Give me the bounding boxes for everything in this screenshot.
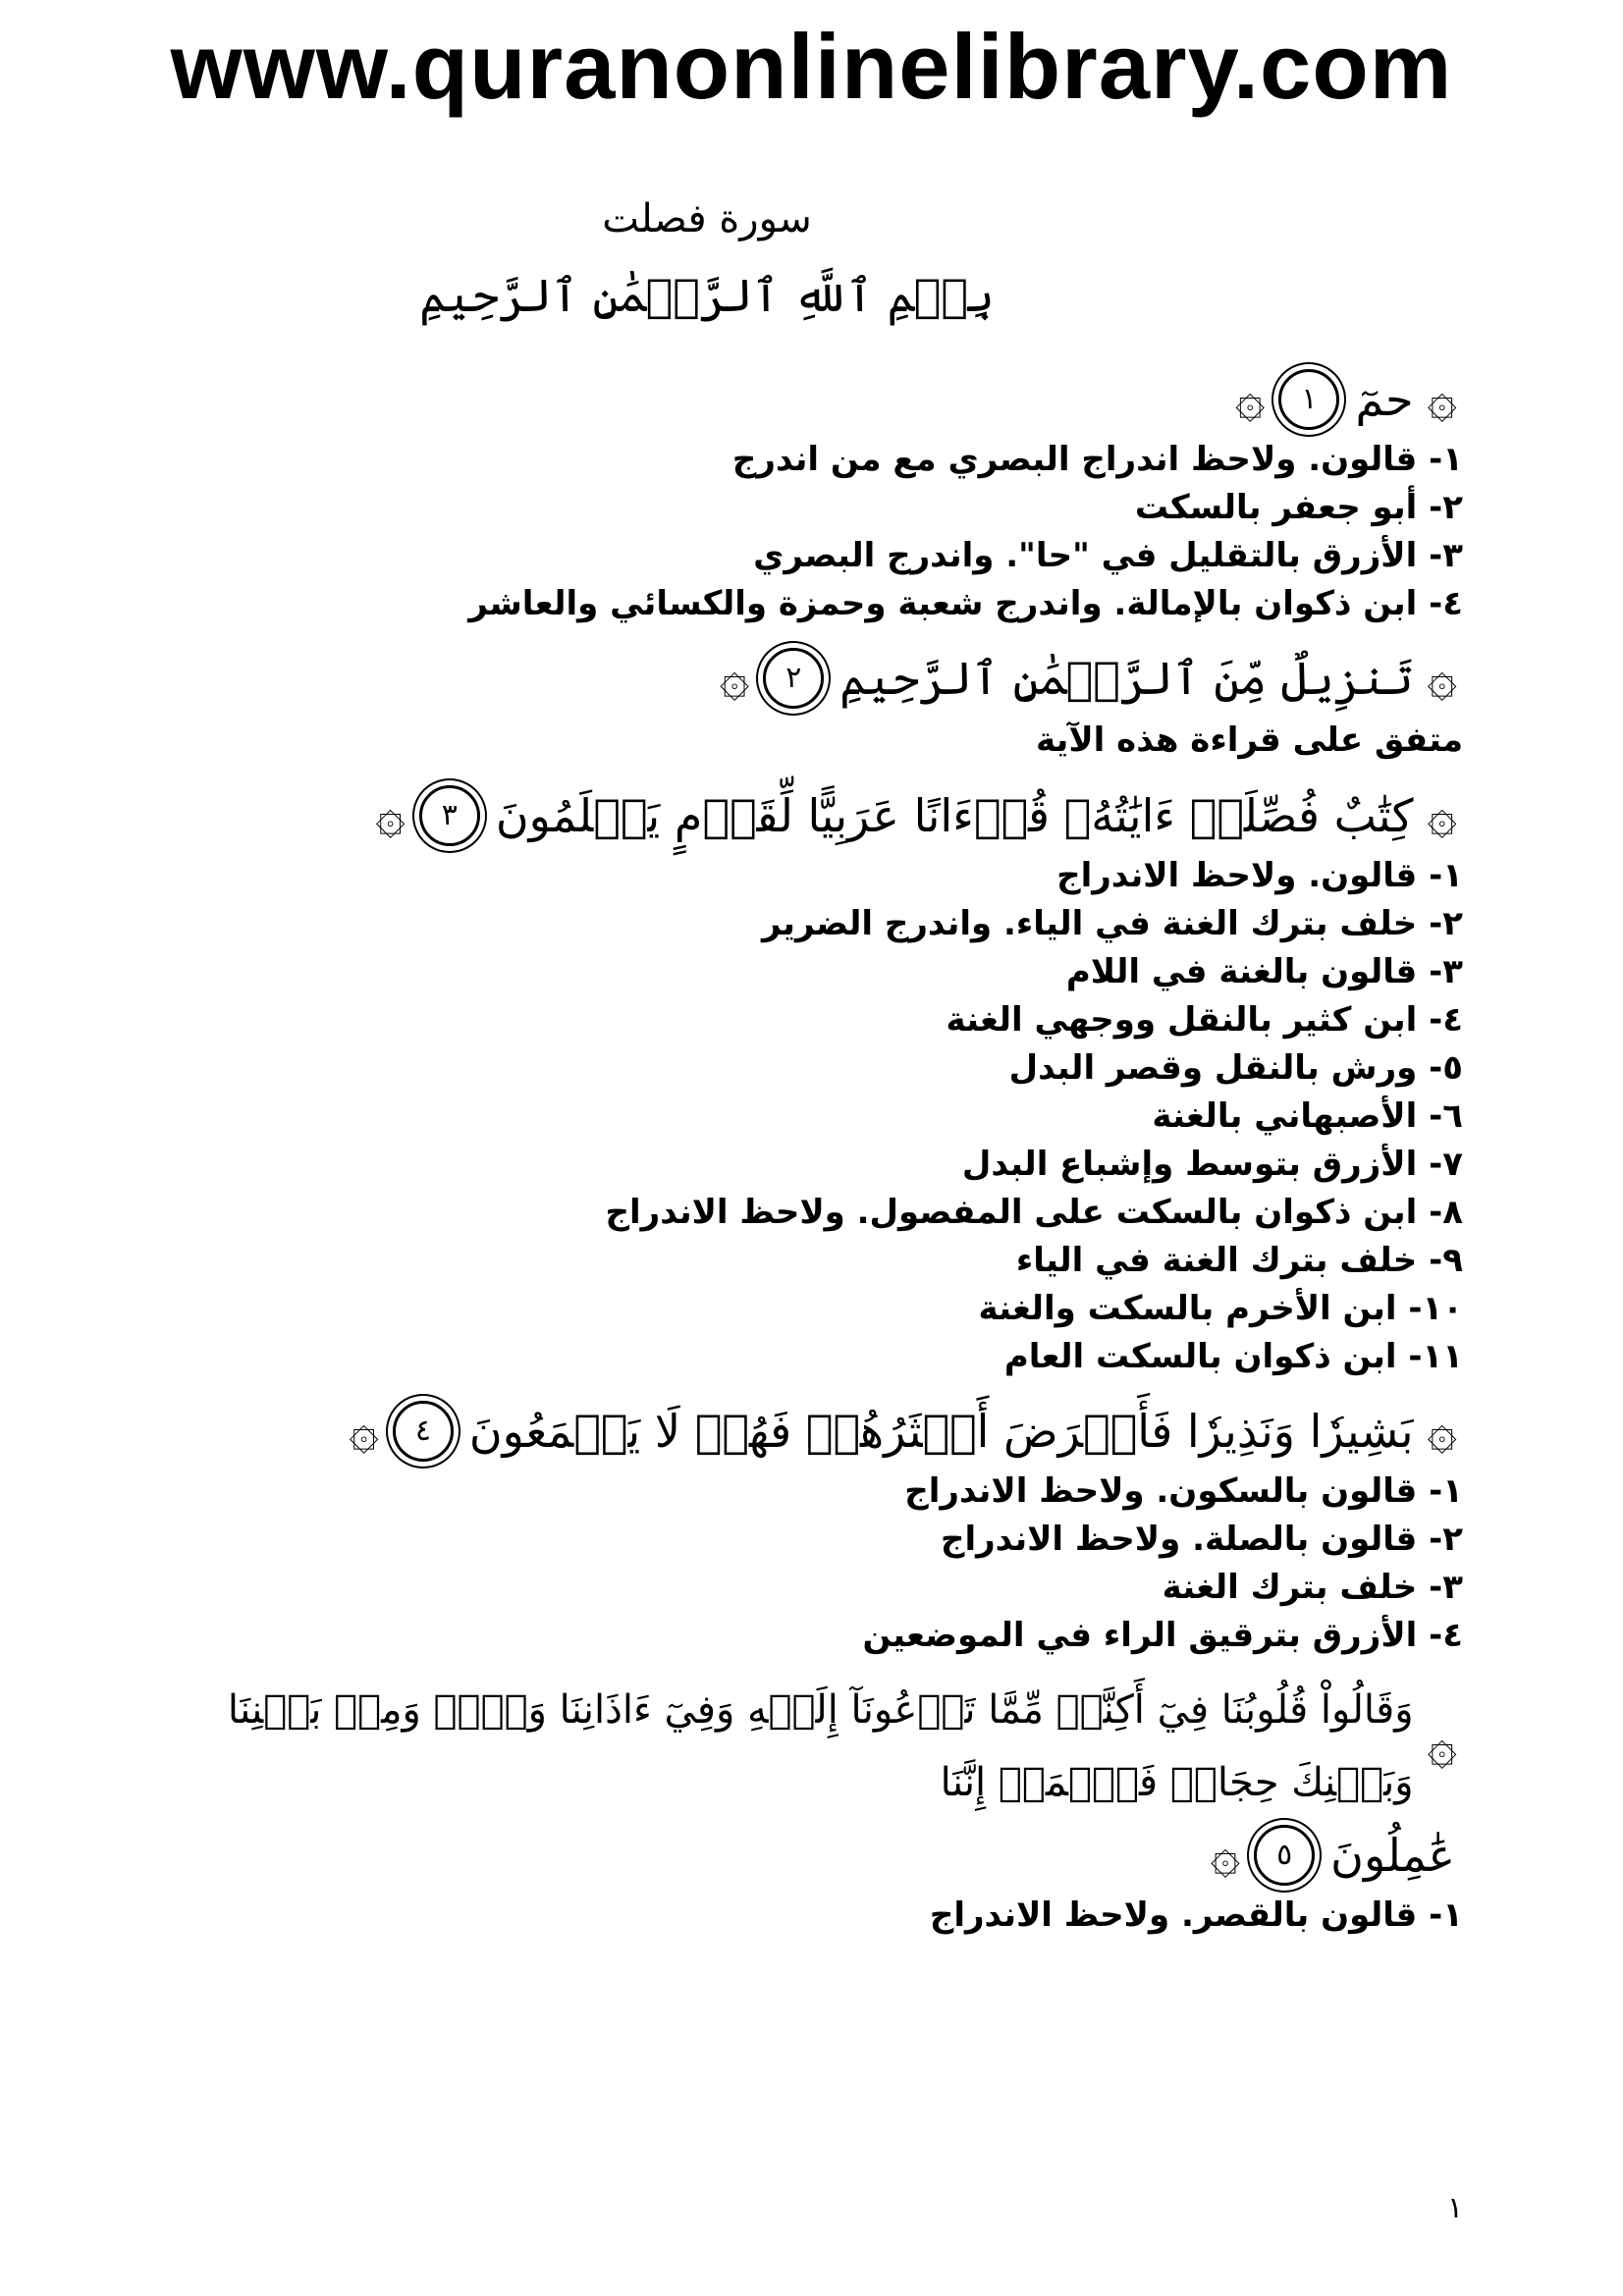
- notes-list: [98, 1892, 1463, 1940]
- note-item: ٣- خلف بترك الغنة: [1162, 1568, 1463, 1607]
- note-item: ٤- ابن كثير بالنقل ووجهي الغنة: [946, 1000, 1463, 1040]
- ayah-line: [98, 1674, 1463, 1819]
- note-item: ٦- الأصبهاني بالغنة: [1152, 1096, 1463, 1136]
- notes-list: [98, 852, 1463, 1381]
- note-item: ٢- أبو جعفر بالسكت: [1134, 488, 1463, 527]
- page-number: ١: [1447, 2191, 1464, 2225]
- note-item: ٢- خلف بترك الغنة في الياء. واندرج الضرير: [762, 904, 1463, 943]
- notes-list: [98, 1468, 1463, 1660]
- ayah-1: [98, 363, 1463, 436]
- ornament-open-icon: ۞: [1427, 786, 1457, 845]
- note-item: ٥- ورش بالنقل وقصر البدل: [1008, 1048, 1463, 1088]
- ayah-text: حمٓ: [1355, 373, 1414, 426]
- ayah-number-badge: ٣: [419, 785, 480, 846]
- note-item: ٤- الأزرق بترقيق الراء في الموضعين: [862, 1616, 1463, 1655]
- ayah-number-badge: ١: [1278, 369, 1339, 430]
- ayah-3: [98, 779, 1463, 852]
- ayah-text: بَشِيرٗا وَنَذِيرٗا فَأَعۡرَضَ أَكۡثَرُهُمۡ فَهُمۡ لَا يَسۡمَعُونَ: [468, 1405, 1414, 1458]
- note-item: ٩- خلف بترك الغنة في الياء: [1015, 1241, 1463, 1280]
- note-item: ٧- الأزرق بتوسط وإشباع البدل: [961, 1145, 1463, 1184]
- ayah-number-badge: ٢: [763, 648, 824, 709]
- ornament-close-icon: ۞: [1235, 370, 1266, 429]
- surah-title: سورة فصلت: [602, 196, 812, 241]
- agreement-note: متفق على قراءة هذه الآية: [1035, 721, 1463, 760]
- note-item: ٤- ابن ذكوان بالإمالة. واندرج شعبة وحمزة والكسائي والعاشر: [468, 584, 1463, 623]
- note-item: ٣- الأزرق بالتقليل في "حا". واندرج البصري: [753, 536, 1463, 575]
- notes-list: [98, 436, 1463, 628]
- basmala: بِسۡمِ ٱللَّهِ ٱلرَّحۡمَٰنِ ٱلرَّحِيمِ: [419, 269, 995, 322]
- ornament-open-icon: ۞: [1427, 649, 1457, 708]
- ornament-open-icon: ۞: [1427, 1717, 1457, 1776]
- ornament-close-icon: ۞: [719, 649, 750, 708]
- ayah-text: تَنزِيلٌ مِّنَ ٱلرَّحۡمَٰنِ ٱلرَّحِيمِ: [839, 652, 1414, 705]
- note-item: ٣- قالون بالغنة في اللام: [1065, 952, 1463, 991]
- ayah-text: وَقَالُواْ قُلُوبُنَا فِيٓ أَكِنَّةٖ مِّمَّا تَدۡعُونَآ إِلَيۡهِ وَفِيٓ ءَاذَانِنَا وَقۡرٞ وَمِنۢ بَيۡنِنَا وَبَيۡنِكَ حِجَابٞ فَٱعۡمَلۡ إِنَّنَا: [227, 1687, 1414, 1805]
- ayah-2: [98, 642, 1463, 715]
- ornament-open-icon: ۞: [1427, 1402, 1457, 1461]
- site-header: www.quranonlinelibrary.com: [170, 15, 1453, 118]
- ornament-close-icon: ۞: [349, 1402, 379, 1461]
- note-item: ١- قالون بالقصر. ولاحظ الاندراج: [929, 1896, 1463, 1935]
- ayah-number-badge: ٤: [393, 1401, 454, 1462]
- ayah-5: [98, 1674, 1463, 1892]
- note-item: ٨- ابن ذكوان بالسكت على المفصول. ولاحظ الاندراج: [605, 1193, 1463, 1232]
- note-item: ١- قالون. ولاحظ اندراج البصري مع من اندرج: [731, 440, 1463, 479]
- note-item: ٢- قالون بالصلة. ولاحظ الاندراج: [940, 1520, 1463, 1559]
- note-item: ١- قالون بالسكون. ولاحظ الاندراج: [904, 1471, 1463, 1511]
- ayah-text: كِتَٰبٌ فُصِّلَتۡ ءَايَٰتُهُۥ قُرۡءَانًا عَرَبِيًّا لِّقَوۡمٍ يَعۡلَمُونَ: [495, 789, 1414, 842]
- page-body: [98, 196, 1463, 1953]
- ayah-line: [98, 1819, 1463, 1892]
- ayah-4: [98, 1395, 1463, 1468]
- note-item: ١١- ابن ذكوان بالسكت العام: [1003, 1337, 1463, 1376]
- ayah-text: عَٰمِلُونَ: [1330, 1829, 1455, 1882]
- ornament-close-icon: ۞: [1210, 1826, 1241, 1885]
- note-item: ١- قالون. ولاحظ الاندراج: [1056, 856, 1463, 895]
- ayah-number-badge: ٥: [1254, 1825, 1315, 1886]
- ornament-open-icon: ۞: [1427, 370, 1457, 429]
- ornament-close-icon: ۞: [375, 786, 406, 845]
- note-item: ١٠- ابن الأخرم بالسكت والغنة: [978, 1289, 1463, 1328]
